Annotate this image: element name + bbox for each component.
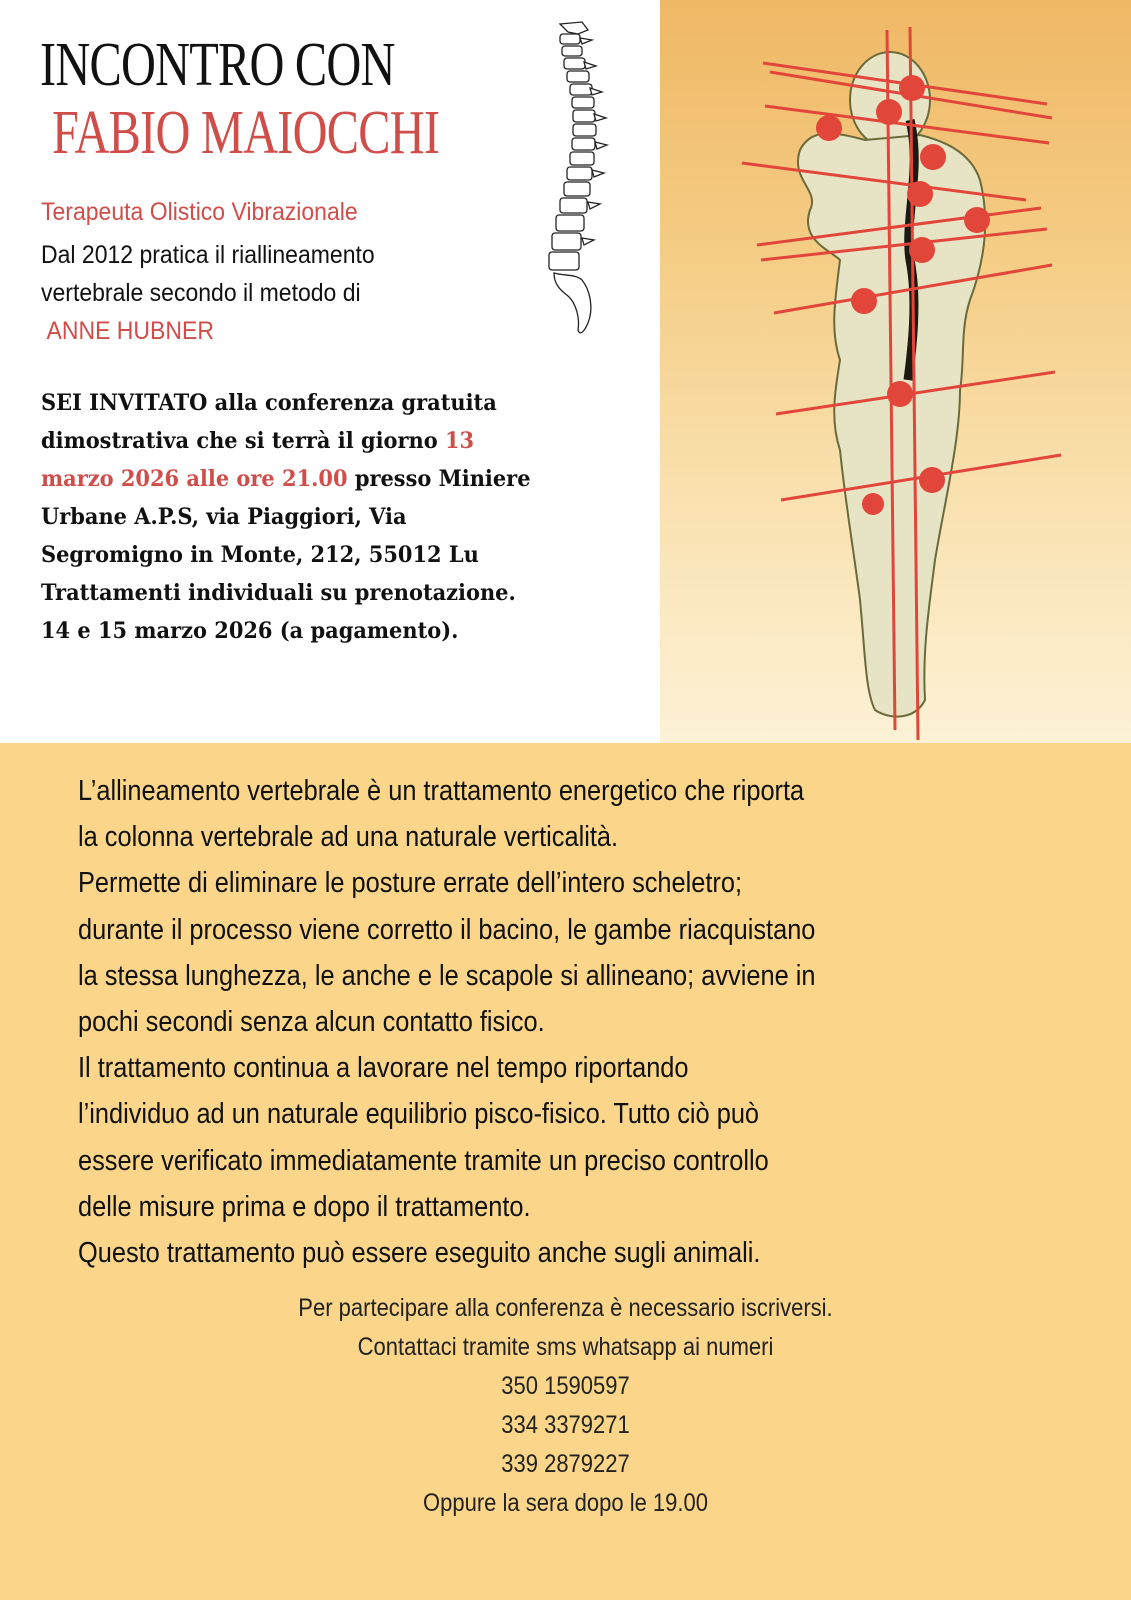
event-venue: Urbane A.P.S, via Piaggiori, Via [41, 504, 407, 530]
title-line-2-name: FABIO MAIOCCHI [52, 99, 440, 167]
description-line: Permette di eliminare le posture errate dell’intero scheletro; [78, 867, 743, 900]
description-line: l’individuo ad un naturale equilibrio pisco-fisico. Tutto ciò può [78, 1098, 760, 1131]
skeleton-alignment-figure [660, 0, 1131, 743]
intro-line: Dal 2012 pratica il riallineamento [41, 241, 375, 269]
description-line: pochi secondi senza alcun contatto fisico. [78, 1006, 545, 1039]
description-line: durante il processo viene corretto il bacino, le gambe riacquistano [78, 913, 816, 946]
evening-note: Oppure la sera dopo le 19.00 [423, 1489, 708, 1517]
description-line: L’allineamento vertebrale è un trattamento energetico che riporta [78, 775, 805, 807]
description-text [78, 768, 815, 1276]
invitation-line [41, 384, 636, 422]
invitation-lead: SEI INVITATO [41, 390, 208, 416]
description-line: Il trattamento continua a lavorare nel tempo riportando [78, 1052, 689, 1085]
figure-drawing [660, 0, 1131, 743]
contact-info [0, 1289, 1131, 1523]
contact-instructions: Contattaci tramite sms whatsapp ai numeri [357, 1333, 774, 1361]
invitation-text: alla conferenza gratuita [207, 390, 497, 416]
registration-note: Per partecipare alla conferenza è necessario iscriversi. [298, 1294, 833, 1322]
phone-number[interactable]: 334 3379271 [501, 1411, 630, 1439]
title-line-1: INCONTRO CON [40, 31, 395, 99]
event-date: 13 [444, 428, 475, 454]
treatments-note: Trattamenti individuali su prenotazione. [41, 580, 516, 606]
phone-number[interactable]: 339 2879227 [501, 1450, 630, 1478]
intro-line: vertebrale secondo il metodo di [41, 279, 361, 307]
intro-text [41, 236, 375, 350]
description-line: la stessa lunghezza, le anche e le scapole si allineano; avviene in [78, 959, 816, 992]
description-section [0, 743, 1131, 1600]
header-section [0, 0, 1131, 743]
method-name: ANNE HUBNER [46, 317, 214, 345]
profession-subtitle: Terapeuta Olistico Vibrazionale [41, 198, 358, 226]
treatment-dates: 14 e 15 marzo 2026 (a pagamento). [41, 618, 459, 644]
invitation-line [41, 536, 636, 574]
invitation-line [41, 498, 636, 536]
event-date: marzo 2026 alle ore 21.00 [41, 466, 348, 492]
invitation-text: dimostrativa che si terrà il giorno [41, 428, 445, 454]
spine-illustration [538, 18, 618, 338]
invitation-text [41, 384, 636, 650]
event-venue: presso Miniere [347, 466, 531, 492]
invitation-line [41, 612, 636, 650]
invitation-line [41, 574, 636, 612]
invitation-line [41, 460, 636, 498]
description-line: essere verificato immediatamente tramite un preciso controllo [78, 1144, 769, 1177]
description-line: delle misure prima e dopo il trattamento. [78, 1190, 531, 1223]
vertebrae [549, 34, 596, 270]
description-line: la colonna vertebrale ad una naturale verticalità. [78, 821, 619, 854]
event-address: Segromigno in Monte, 212, 55012 Lu [41, 542, 479, 568]
phone-number[interactable]: 350 1590597 [501, 1372, 630, 1400]
invitation-line [41, 422, 636, 460]
description-line: Questo trattamento può essere eseguito anche sugli animali. [78, 1237, 761, 1270]
